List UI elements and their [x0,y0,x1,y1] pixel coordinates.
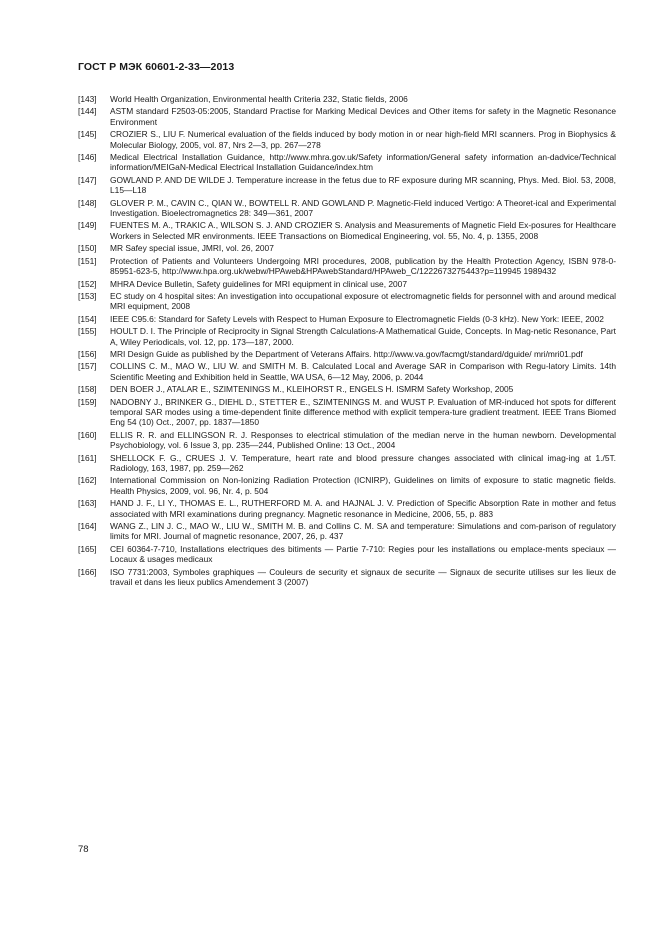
reference-text: CEI 60364-7-710, Installations electriques des bitiments — Partie 7-710: Regies pour les installations ou emplace-ments speciaux — Locaux & usages medicaux [110,543,616,565]
page-number: 78 [78,844,89,855]
reference-item [78,94,616,104]
reference-item [78,498,616,519]
reference-text: GLOVER P. M., CAVIN C., QIAN W., BOWTELL R. AND GOWLAND P. Magnetic-Field induced Vertigo: A Theoret-ical and Experimental Investigation. Bioelectromagnetics 28: 349—361, 2007 [110,197,616,219]
reference-number: [161] [78,452,97,463]
reference-item [78,152,616,173]
reference-text: DEN BOER J., ATALAR E., SZIMTENINGS M., KLEIHORST R., ENGELS H. ISMRM Safety Workshop, 2005 [110,384,514,395]
reference-number: [151] [78,255,97,266]
reference-number: [153] [78,290,97,301]
reference-number: [146] [78,152,97,163]
reference-item [78,453,616,474]
reference-item [78,256,616,277]
reference-text: CROZIER S., LIU F. Numerical evaluation of the fields induced by body motion in or near high-field MRI scanners. Prog in Biophysics & Molecular Biology, 2005, vol. 87, Nrs 2—3, pp. 267—278 [110,129,616,150]
reference-text: ASTM standard F2503-05:2005, Standard Practise for Marking Medical Devices and Other items for safety in the Magnetic Resonance Environment [110,106,616,127]
reference-item [78,220,616,241]
document-header: ГОСТ Р МЭК 60601-2-33—2013 [78,61,235,73]
reference-number: [166] [78,566,97,577]
reference-text: NADOBNY J., BRINKER G., DIEHL D., STETTER E., SZIMTENINGS M. and WUST P. Evaluation of MR-induced hot spots for different temporal SAR modes using a time-dependent finite difference method with explicit tempera-ture gradient treatment. IEEE Trans Biomed Eng 54 (10) Oct., 2007, pp. 1837—1850 [110,396,616,428]
reference-number: [158] [78,384,97,395]
reference-text: FUENTES M. A., TRAKIC A., WILSON S. J. AND CROZIER S. Analysis and Measurements of Magnetic Field Ex-posures for Healthcare Workers in Selected MR environments. IEEE Transactions on Biomedical Engineering, vol. 55, No. 4, p. 1355, 2008 [110,220,616,241]
reference-text: Medical Electrical Installation Guidance, http://www.mhra.gov.uk/Safety information/General safety information an-dadvice/Technical information/MEIGaN-Medical Electrical Installation Guidance/index.htm [110,152,616,173]
reference-number: [157] [78,361,97,372]
reference-text: EC study on 4 hospital sites: An investigation into occupational exposure ot electromagnetic fields for personnel with and around medical MRI equipment, 2008 [110,290,616,312]
reference-number: [143] [78,94,97,104]
reference-number: [148] [78,197,97,208]
reference-item [78,243,616,253]
reference-item [78,314,616,324]
reference-item [78,521,616,542]
reference-item [78,326,616,347]
reference-number: [149] [78,220,97,231]
reference-item [78,361,616,382]
reference-item [78,129,616,150]
reference-number: [164] [78,521,97,532]
reference-text: International Commission on Non-Ionizing Radiation Protection (ICNIRP), Guidelines on limits of exposure to static magnetic fields. Health Physics, 2009, vol. 96, Nr. 4, p. 504 [110,475,616,496]
reference-text: WANG Z., LIN J. C., MAO W., LIU W., SMITH M. B. and Collins C. M. SA and temperature: Simulations and com-parison of regulatory limits for MRI. Journal of magnetic resonance, 2007, 26, p. 437 [110,521,616,542]
reference-list [78,94,616,589]
reference-number: [152] [78,278,97,289]
reference-text: ELLIS R. R. and ELLINGSON R. J. Responses to electrical stimulation of the median nerve in the human newborn. Developmental Psychobiology, vol. 6 Issue 3, pp. 235—244, Published Online: 13 Oct., 2004 [110,429,616,451]
reference-text: MRI Design Guide as published by the Department of Veterans Affairs. http://www.va.gov/facmgt/standard/dguide/ mri/mri01.pdf [110,348,583,359]
reference-item [78,198,616,219]
reference-number: [160] [78,429,97,440]
reference-text: ISO 7731:2003, Symboles graphiques — Couleurs de security et signaux de securite — Signaux de securite utilises sur les lieux de travail et dans les lieux publics Amendement 3 (2007) [110,566,616,588]
reference-item [78,475,616,496]
reference-number: [162] [78,475,97,486]
reference-text: World Health Organization, Environmental health Criteria 232, Static fields, 2006 [110,94,408,104]
reference-item [78,291,616,312]
reference-text: GOWLAND P. AND DE WILDE J. Temperature increase in the fetus due to RF exposure during MR scanning, Phys. Med. Biol. 53, 2008, L15—L18 [110,174,616,196]
reference-item [78,430,616,451]
reference-item [78,175,616,196]
reference-number: [165] [78,543,97,554]
reference-number: [144] [78,106,97,117]
reference-text: COLLINS C. M., MAO W., LIU W. and SMITH M. B. Calculated Local and Average SAR in Comparison with Regu-latory Limits. 14th Scientific Meeting and Exhibition held in Seattle, WA USA, 6—12 May, 2006, p. 2044 [110,361,616,382]
reference-text: IEEE C95.6: Standard for Safety Levels with Respect to Human Exposure to Electromagnetic Fields (0-3 kHz). New York: IEEE, 2002 [110,313,604,324]
reference-number: [163] [78,498,97,509]
reference-item [78,279,616,289]
reference-text: Protection of Patients and Volunteers Undergoing MRI procedures, 2008, publication by the Health Protection Agency, ISBN 978-0-85951-623-5, http://www.hpa.org.uk/webw/HPAweb&HPAwebStandard/HPAweb_C/1222673275443?p=119945 1989432 [110,255,616,277]
reference-text: MR Safey special issue, JMRI, vol. 26, 2007 [110,243,274,254]
reference-item [78,349,616,359]
reference-number: [154] [78,313,97,324]
reference-item [78,397,616,428]
reference-item [78,544,616,565]
reference-text: MHRA Device Bulletin, Safety guidelines for MRI equipment in clinical use, 2007 [110,278,407,289]
reference-text: HAND J. F., LI Y., THOMAS E. L., RUTHERFORD M. A. and HAJNAL J. V. Prediction of Specific Absorption Rate in mother and fetus associated with MRI examinations during pregnancy. Magnetic resonance in Medicine, 2006, 55, p. 883 [110,498,616,519]
reference-text: SHELLOCK F. G., CRUES J. V. Temperature, heart rate and blood pressure changes associated with clinical imag-ing at 1./5T. Radiology, 163, 1987, pp. 259—262 [110,452,616,473]
reference-number: [159] [78,396,97,407]
reference-number: [150] [78,243,97,254]
reference-number: [156] [78,348,97,359]
reference-item [78,384,616,394]
reference-item [78,567,616,588]
reference-text: HOULT D. I. The Principle of Reciprocity in Signal Strength Calculations-A Mathematical Guide, Concepts. In Mag-netic Resonance, Part A, Wiley Periodicals, vol. 12, pp. 173—187, 2000. [110,326,616,347]
reference-number: [147] [78,174,97,185]
reference-item [78,106,616,127]
reference-number: [155] [78,326,97,337]
reference-number: [145] [78,129,97,140]
